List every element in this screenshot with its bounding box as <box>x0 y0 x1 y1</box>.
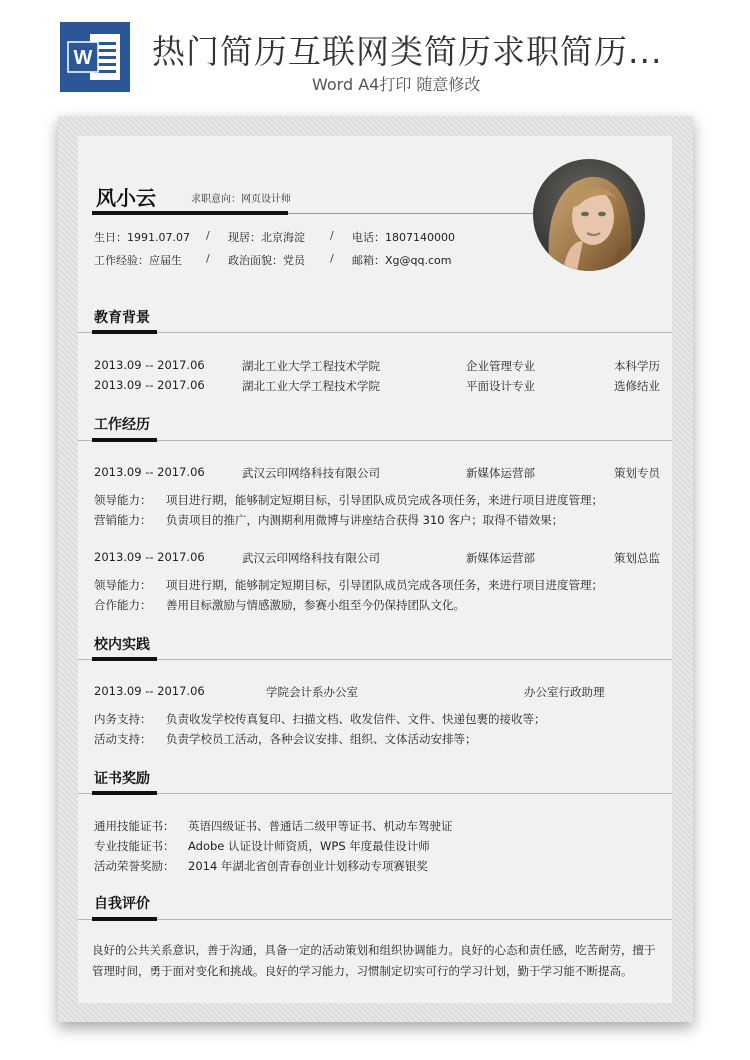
job-department: 新媒体运营部 <box>466 466 535 480</box>
edu-degree: 本科学历 <box>614 359 660 373</box>
campus-date: 2013.09 -- 2017.06 <box>94 684 205 698</box>
section-accent-bar <box>92 330 157 334</box>
award-text: Adobe 认证设计师资质，WPS 年度最佳设计师 <box>188 839 430 853</box>
job-detail-label: 合作能力： <box>94 598 152 612</box>
job-detail-text: 负责项目的推广，内测期利用微博与讲座结合获得 310 客户；取得不错效果； <box>166 513 564 527</box>
section-divider <box>78 659 672 660</box>
portrait-image <box>533 159 645 271</box>
section-accent-bar <box>92 917 157 921</box>
job-position: 策划总监 <box>614 551 660 565</box>
phone-number: 电话：1807140000 <box>352 231 455 244</box>
job-company: 武汉云印网络科技有限公司 <box>242 551 380 565</box>
campus-detail-text: 负责学校员工活动，各种会议安排、组织、文体活动安排等； <box>166 732 477 746</box>
email-address: 邮箱：Xg@qq.com <box>352 254 452 267</box>
section-title-self-evaluation: 自我评价 <box>94 896 150 912</box>
section-divider <box>78 793 672 794</box>
info-separator: / <box>330 229 334 242</box>
edu-school: 湖北工业大学工程技术学院 <box>242 379 380 393</box>
award-text: 2014 年湖北省创青春创业计划移动专项赛银奖 <box>188 859 428 873</box>
self-evaluation-text: 良好的公共关系意识，善于沟通，具备一定的活动策划和组织协调能力。良好的心态和责任感，吃苦耐劳，擅于管理时间，勇于面对变化和挑战。良好的学习能力，习惯制定切实可行的学习计划，勤于学习能不断提高。 <box>92 943 656 978</box>
work-experience: 工作经验：应届生 <box>94 254 182 267</box>
document-subtitle: Word A4打印 随意修改 <box>312 75 481 94</box>
campus-organization: 学院会计系办公室 <box>266 685 358 699</box>
section-accent-bar <box>92 438 157 442</box>
section-title-awards: 证书奖励 <box>94 771 150 787</box>
award-label: 通用技能证书： <box>94 819 175 833</box>
campus-detail-text: 负责收发学校传真复印、扫描文档、收发信件、文件、快递包裹的接收等； <box>166 712 546 726</box>
edu-school: 湖北工业大学工程技术学院 <box>242 359 380 373</box>
section-title-education: 教育背景 <box>94 310 150 326</box>
award-label: 专业技能证书： <box>94 839 175 853</box>
section-accent-bar <box>92 657 157 661</box>
svg-text:W: W <box>73 47 93 69</box>
section-title-campus: 校内实践 <box>94 637 150 653</box>
section-title-work: 工作经历 <box>94 417 150 433</box>
campus-role: 办公室行政助理 <box>524 685 605 699</box>
job-detail-label: 营销能力： <box>94 513 152 527</box>
job-detail-label: 领导能力： <box>94 493 152 507</box>
candidate-name: 风小云 <box>96 186 156 210</box>
word-document-icon <box>60 22 130 92</box>
info-separator: / <box>206 229 210 242</box>
header-accent-bar <box>92 211 288 215</box>
birth-date: 生日：1991.07.07 <box>94 231 190 244</box>
section-divider <box>78 440 672 441</box>
section-accent-bar <box>92 791 157 795</box>
job-department: 新媒体运营部 <box>466 551 535 565</box>
job-intent: 求职意向：网页设计师 <box>191 194 291 205</box>
job-detail-text: 善用目标激励与情感激励，参赛小组至今仍保持团队文化。 <box>166 598 465 612</box>
edu-degree: 选修结业 <box>614 379 660 393</box>
job-company: 武汉云印网络科技有限公司 <box>242 466 380 480</box>
job-position: 策划专员 <box>614 466 660 480</box>
job-detail-text: 项目进行期，能够制定短期目标，引导团队成员完成各项任务，来进行项目进度管理； <box>166 578 603 592</box>
profile-photo <box>533 159 645 271</box>
edu-major: 企业管理专业 <box>466 359 535 373</box>
section-divider <box>78 332 672 333</box>
edu-date: 2013.09 -- 2017.06 <box>94 358 205 372</box>
info-separator: / <box>330 252 334 265</box>
campus-detail-label: 内务支持： <box>94 712 152 726</box>
award-text: 英语四级证书、普通话二级甲等证书、机动车驾驶证 <box>188 819 453 833</box>
edu-date: 2013.09 -- 2017.06 <box>94 378 205 392</box>
job-date: 2013.09 -- 2017.06 <box>94 550 205 564</box>
edu-major: 平面设计专业 <box>466 379 535 393</box>
political-status: 政治面貌：党员 <box>228 254 305 267</box>
section-divider <box>78 919 672 920</box>
residence: 现居：北京海淀 <box>228 231 305 244</box>
document-title: 热门简历互联网类简历求职简历... <box>152 32 663 71</box>
job-detail-text: 项目进行期，能够制定短期目标，引导团队成员完成各项任务，来进行项目进度管理； <box>166 493 603 507</box>
document-banner <box>0 0 750 108</box>
award-label: 活动荣誉奖励： <box>94 859 175 873</box>
resume-page <box>78 136 672 1003</box>
job-date: 2013.09 -- 2017.06 <box>94 465 205 479</box>
campus-detail-label: 活动支持： <box>94 732 152 746</box>
info-separator: / <box>206 252 210 265</box>
job-detail-label: 领导能力： <box>94 578 152 592</box>
